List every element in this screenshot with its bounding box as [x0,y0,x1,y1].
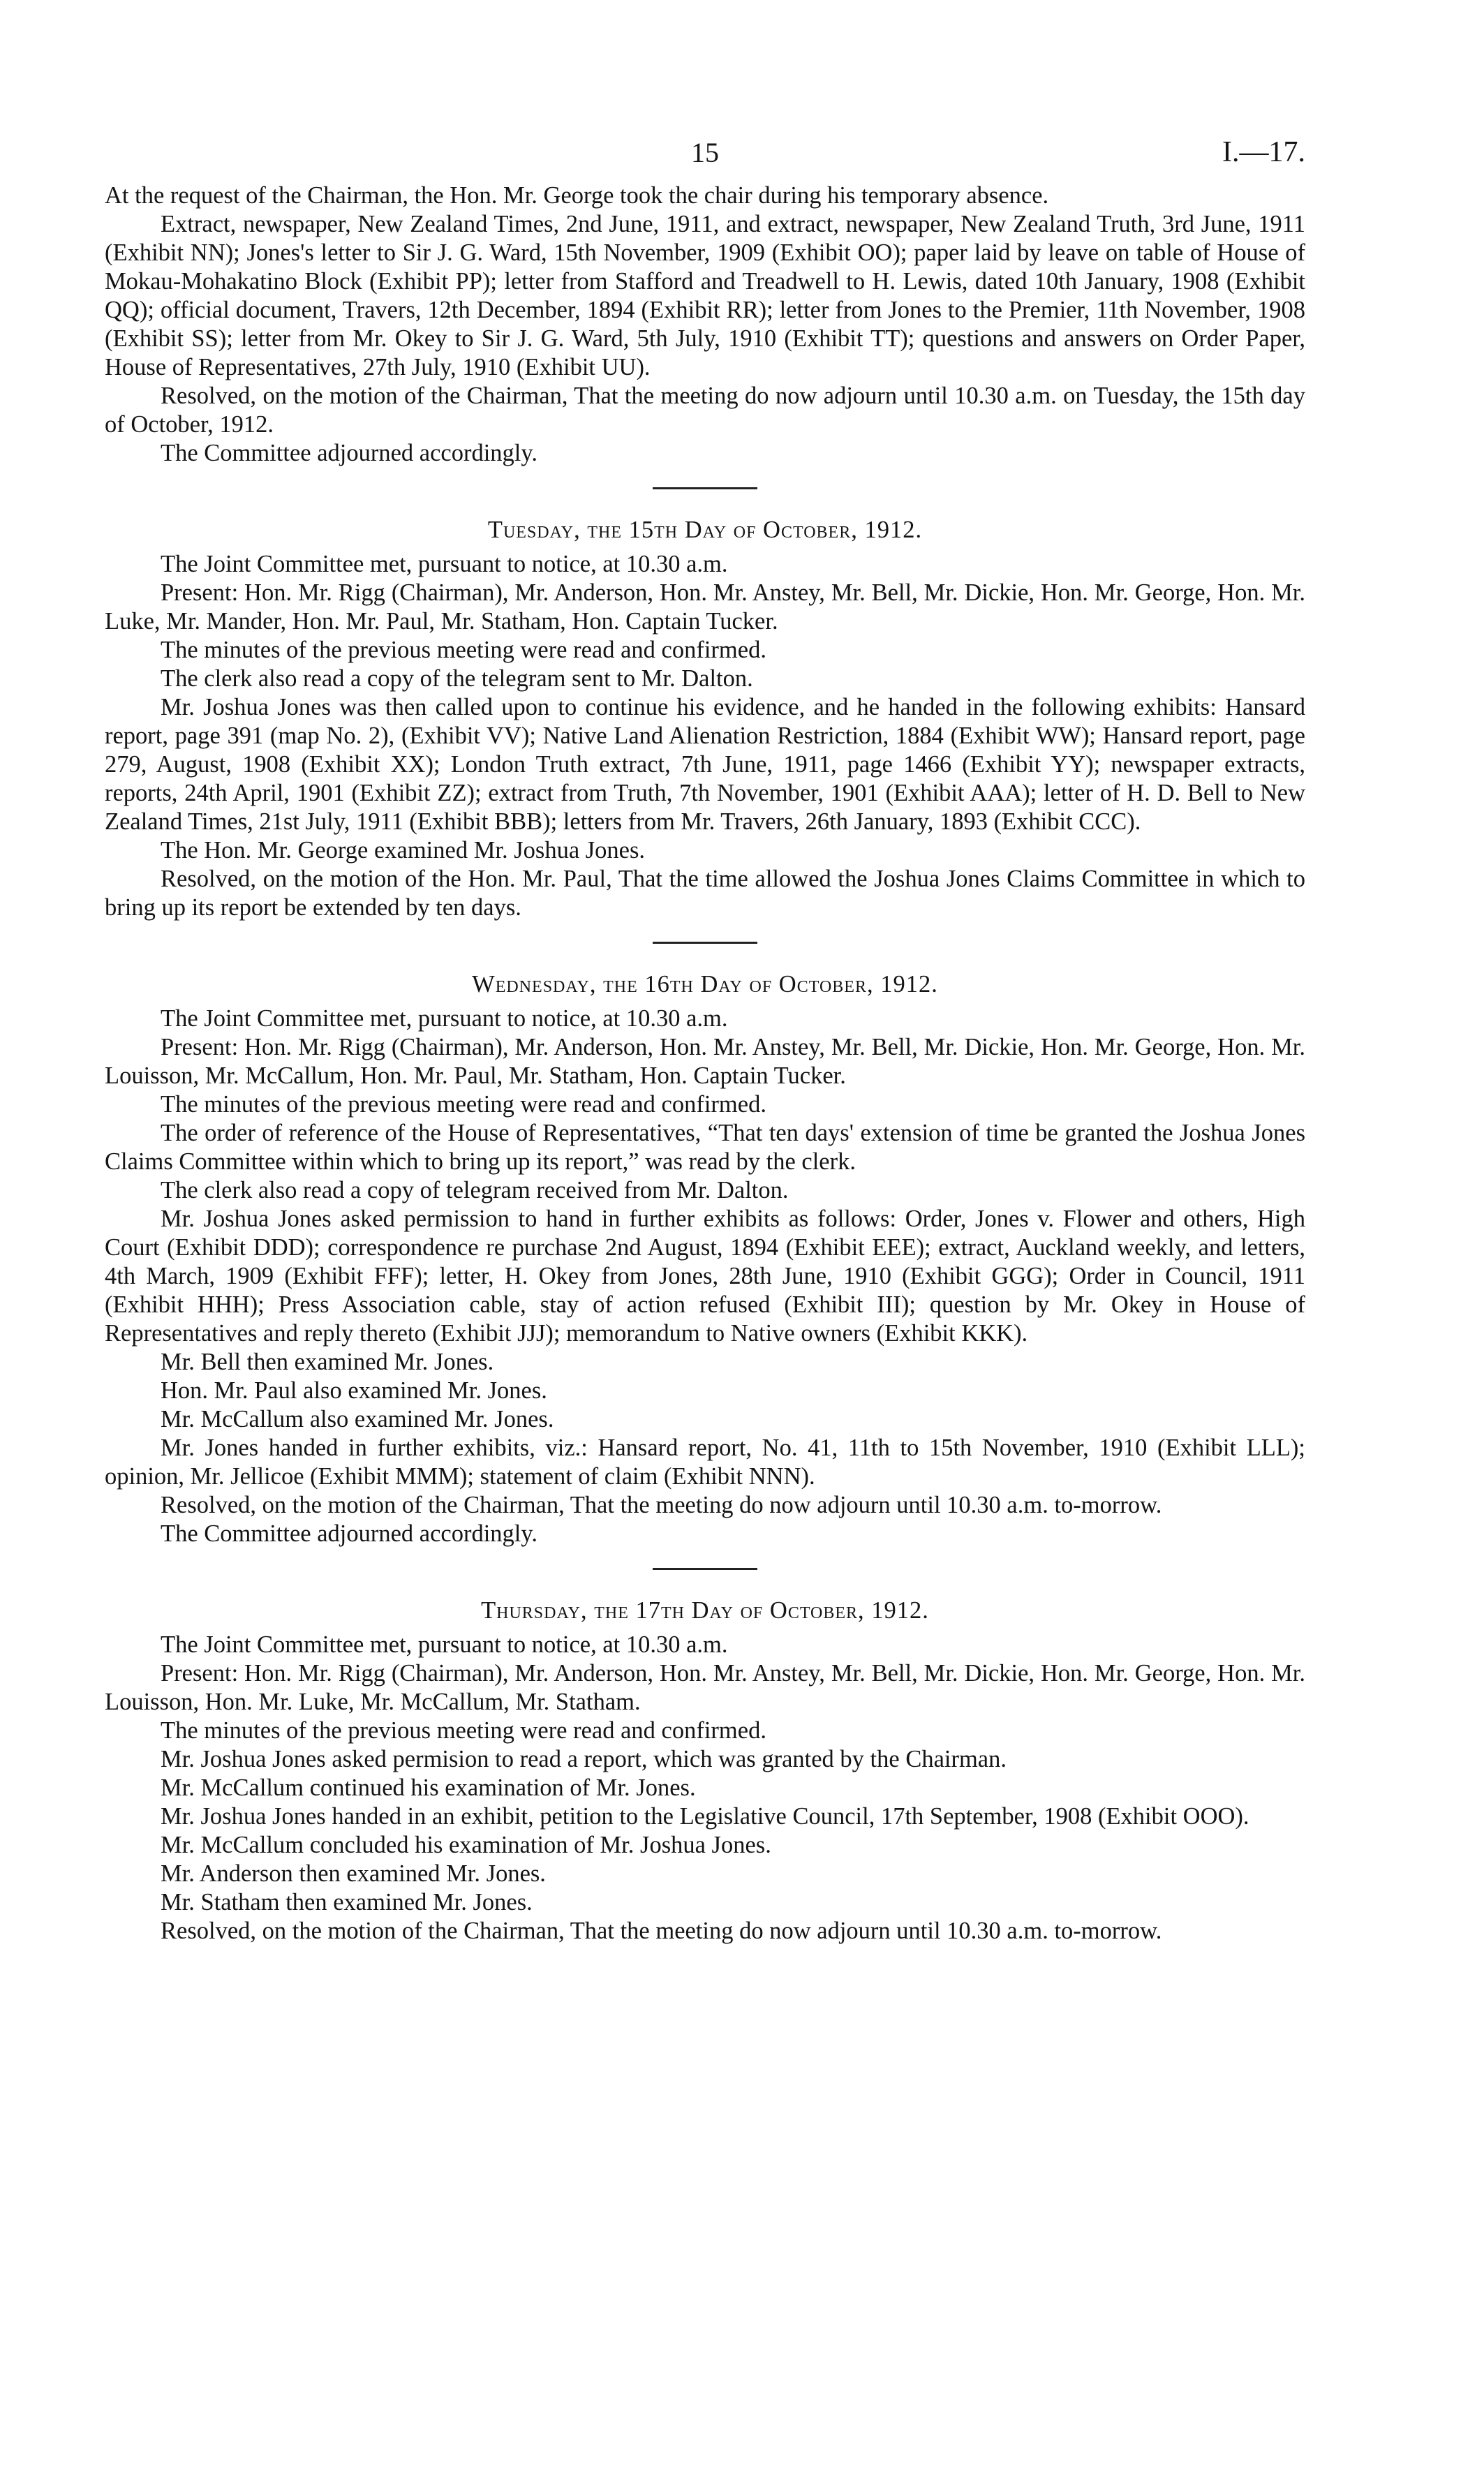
intro-block [105,181,1305,468]
paragraph: The clerk also read a copy of the telegram sent to Mr. Dalton. [161,665,753,692]
section-heading: Wednesday, the 16th Day of October, 1912. [472,971,938,998]
paragraph: Hon. Mr. Paul also examined Mr. Jones. [161,1377,547,1404]
paragraph: Mr. Joshua Jones asked permision to read a report, which was granted by the Chairman. [161,1746,1007,1772]
section-divider [653,942,757,944]
paragraph: The Joint Committee met, pursuant to notice, at 10.30 a.m. [161,1005,728,1032]
paragraph: Mr. McCallum concluded his examination of Mr. Joshua Jones. [161,1832,771,1858]
document-reference: I.—17. [1222,136,1305,168]
paragraph: Mr. Jones handed in further exhibits, viz.: Hansard report, No. 41, 11th to 15th November, 1910 (Exhibit LLL); opinion, Mr. Jellicoe (Exhibit MMM); statement of claim (Exhibit NNN). [105,1435,1305,1490]
paragraph: Present: Hon. Mr. Rigg (Chairman), Mr. Anderson, Hon. Mr. Anstey, Mr. Bell, Mr. Dickie, Hon. Mr. George, Hon. Mr. Louisson, Hon. Mr. Luke, Mr. McCallum, Mr. Statham. [105,1660,1305,1715]
paragraph: Resolved, on the motion of the Chairman, That the meeting do now adjourn until 10.30 a.m. to-morrow. [161,1918,1162,1944]
paragraph: Mr. Joshua Jones handed in an exhibit, petition to the Legislative Council, 17th September, 1908 (Exhibit OOO). [161,1803,1249,1830]
paragraph: Resolved, on the motion of the Chairman, That the meeting do now adjourn until 10.30 a.m. to-morrow. [161,1492,1162,1518]
paragraph: The Committee adjourned accordingly. [161,440,538,466]
paragraph: Mr. Joshua Jones was then called upon to continue his evidence, and he handed in the following exhibits: Hansard report, page 391 (map No. 2), (Exhibit VV); Native Land Alienation Restriction, 1884 (Exhibit WW); Hansard report, page 279, August, 1908 (Exhibit XX); London Truth extract, 7th June, 1911, page 1466 (Exhibit YY); newspaper extracts, reports, 24th April, 1901 (Exhibit ZZ); extract from Truth, 7th November, 1901 (Exhibit AAA); letter of H. D. Bell to New Zealand Times, 21st July, 1911 (Exhibit BBB); letters from Mr. Travers, 26th January, 1893 (Exhibit CCC). [105,694,1305,835]
section-tuesday [105,516,1305,922]
section-heading: Thursday, the 17th Day of October, 1912. [481,1597,929,1624]
paragraph: Mr. McCallum continued his examination of Mr. Jones. [161,1774,696,1801]
paragraph: The clerk also read a copy of telegram received from Mr. Dalton. [161,1177,789,1203]
paragraph: The Committee adjourned accordingly. [161,1520,538,1547]
paragraph: Mr. Joshua Jones asked permission to hand in further exhibits as follows: Order, Jones v. Flower and others, High Court (Exhibit DDD); correspondence re purchase 2nd August, 1894 (Exhibit EEE); extract, Auckland weekly, and letters, 4th March, 1909 (Exhibit FFF); letter, H. Okey from Jones, 28th June, 1910 (Exhibit GGG); Order in Council, 1911 (Exhibit HHH); Press Association cable, stay of action refused (Exhibit III); question by Mr. Okey in House of Representatives and reply thereto (Exhibit JJJ); memorandum to Native owners (Exhibit KKK). [105,1206,1305,1347]
page-header [105,133,1305,181]
paragraph: Present: Hon. Mr. Rigg (Chairman), Mr. Anderson, Hon. Mr. Anstey, Mr. Bell, Mr. Dickie, Hon. Mr. George, Hon. Mr. Luke, Mr. Mander, Hon. Mr. Paul, Mr. Statham, Hon. Captain Tucker. [105,579,1305,635]
page-number: 15 [691,137,719,168]
paragraph: Resolved, on the motion of the Hon. Mr. Paul, That the time allowed the Joshua Jones Claims Committee in which to bring up its report be extended by ten days. [105,866,1305,921]
paragraph: The minutes of the previous meeting were read and confirmed. [161,637,766,663]
paragraph: At the request of the Chairman, the Hon. Mr. George took the chair during his temporary absence. [105,182,1049,209]
paragraph: Present: Hon. Mr. Rigg (Chairman), Mr. Anderson, Hon. Mr. Anstey, Mr. Bell, Mr. Dickie, Hon. Mr. George, Hon. Mr. Louisson, Mr. McCallum, Hon. Mr. Paul, Mr. Statham, Hon. Captain Tucker. [105,1034,1305,1089]
paragraph: The minutes of the previous meeting were read and confirmed. [161,1717,766,1744]
paragraph: Mr. Statham then examined Mr. Jones. [161,1889,533,1915]
section-divider [653,1568,757,1570]
section-wednesday [105,970,1305,1548]
paragraph: The Joint Committee met, pursuant to notice, at 10.30 a.m. [161,551,728,577]
section-heading: Tuesday, the 15th Day of October, 1912. [487,517,923,543]
paragraph: The Hon. Mr. George examined Mr. Joshua Jones. [161,837,646,864]
section-divider [653,487,757,489]
document-page [105,133,1305,1946]
paragraph: The minutes of the previous meeting were read and confirmed. [161,1091,766,1118]
paragraph: Mr. McCallum also examined Mr. Jones. [161,1406,554,1432]
paragraph: The Joint Committee met, pursuant to notice, at 10.30 a.m. [161,1631,728,1658]
section-thursday [105,1596,1305,1946]
paragraph: Extract, newspaper, New Zealand Times, 2nd June, 1911, and extract, newspaper, New Zealand Truth, 3rd June, 1911 (Exhibit NN); Jones's letter to Sir J. G. Ward, 15th November, 1909 (Exhibit OO); paper laid by leave on table of House of Mokau-Mohakatino Block (Exhibit PP); letter from Stafford and Treadwell to H. Lewis, dated 10th January, 1908 (Exhibit QQ); official document, Travers, 12th December, 1894 (Exhibit RR); letter from Jones to the Premier, 11th November, 1908 (Exhibit SS); letter from Mr. Okey to Sir J. G. Ward, 5th July, 1910 (Exhibit TT); questions and answers on Order Paper, House of Representatives, 27th July, 1910 (Exhibit UU). [105,211,1305,380]
paragraph: Mr. Bell then examined Mr. Jones. [161,1349,494,1375]
paragraph: Resolved, on the motion of the Chairman, That the meeting do now adjourn until 10.30 a.m. on Tuesday, the 15th day of October, 1912. [105,383,1305,438]
paragraph: The order of reference of the House of Representatives, “That ten days' extension of time be granted the Joshua Jones Claims Committee within which to bring up its report,” was read by the clerk. [105,1120,1305,1175]
paragraph: Mr. Anderson then examined Mr. Jones. [161,1860,546,1887]
